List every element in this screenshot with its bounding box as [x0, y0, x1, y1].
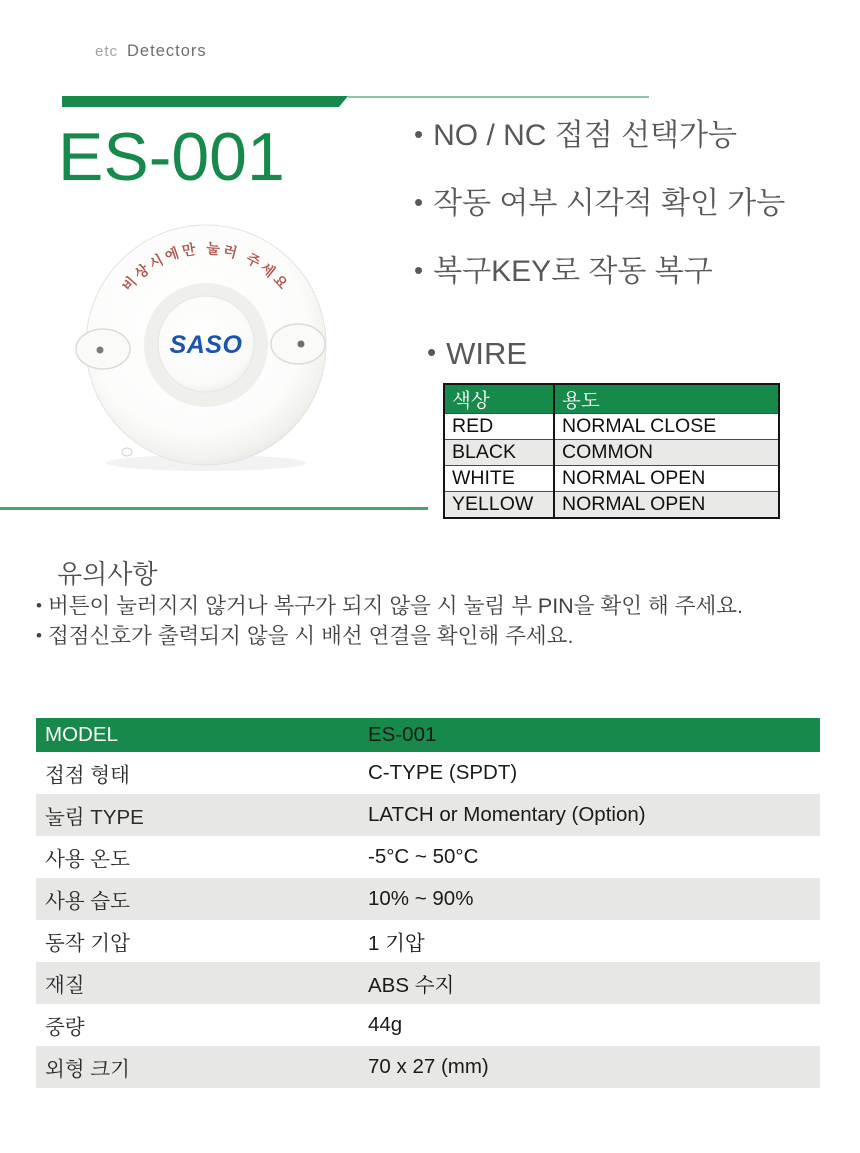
feature-item	[414, 116, 785, 154]
notice-item	[36, 591, 743, 621]
header-divider-line	[348, 96, 649, 98]
wire-cell-color: RED	[444, 414, 554, 440]
bullet-icon: •	[414, 187, 424, 217]
notice-list	[36, 591, 743, 651]
spec-label: 중량	[45, 1016, 85, 1039]
wire-cell-color: BLACK	[444, 440, 554, 466]
notice-text: 버튼이 눌러지지 않거나 복구가 되지 않을 시 눌림 부 PIN을 확인 해 주세요.	[47, 594, 743, 618]
category-prefix: etc	[95, 43, 119, 60]
spec-label: 눌림 TYPE	[45, 806, 144, 829]
bullet-icon: •	[414, 119, 424, 149]
spec-label: 접점 형태	[45, 764, 130, 787]
device-pilot-hole	[122, 448, 132, 456]
product-photo	[70, 222, 360, 507]
photo-underline	[0, 507, 428, 510]
spec-value: 10% ~ 90%	[368, 887, 474, 910]
spec-row	[36, 1046, 820, 1088]
wire-cell-purpose: NORMAL OPEN	[554, 492, 779, 518]
spec-value: 44g	[368, 1013, 403, 1036]
spec-table	[36, 718, 820, 1088]
spec-row	[36, 920, 820, 962]
spec-header-value: ES-001	[368, 723, 437, 746]
device-screw-left	[97, 347, 104, 354]
notice-heading: 유의사항	[57, 559, 158, 589]
spec-value: ABS 수지	[368, 974, 455, 997]
spec-label: 사용 습도	[45, 890, 130, 913]
wire-row	[444, 414, 779, 440]
spec-value: 1 기압	[368, 932, 425, 955]
feature-text: NO / NC 접점 선택가능	[433, 119, 737, 152]
spec-label: 외형 크기	[45, 1058, 130, 1081]
wire-cell-color: WHITE	[444, 466, 554, 492]
bullet-icon: •	[36, 596, 42, 615]
wire-section-heading	[427, 336, 527, 372]
wire-cell-purpose: NORMAL CLOSE	[554, 414, 779, 440]
spec-row	[36, 878, 820, 920]
spec-value: -5°C ~ 50°C	[368, 845, 479, 868]
wire-row	[444, 492, 779, 518]
spec-row	[36, 752, 820, 794]
device-curved-label: 비상시에만 눌러 주세요	[118, 240, 294, 295]
breadcrumb	[95, 42, 207, 61]
device-screw-right	[298, 341, 305, 348]
spec-value: C-TYPE (SPDT)	[368, 761, 518, 784]
spec-header-row	[36, 718, 820, 752]
bullet-icon: •	[414, 255, 424, 285]
wire-row	[444, 466, 779, 492]
bullet-icon: •	[36, 626, 42, 645]
notice-item	[36, 621, 743, 651]
brand-logo: SASO	[169, 331, 243, 359]
spec-label: 사용 온도	[45, 848, 130, 871]
wire-cell-purpose: NORMAL OPEN	[554, 466, 779, 492]
wire-col-header-purpose: 용도	[554, 384, 779, 414]
feature-text: 작동 여부 시각적 확인 가능	[433, 187, 786, 220]
feature-list	[414, 116, 785, 320]
spec-value: 70 x 27 (mm)	[368, 1055, 489, 1078]
device-illustration	[70, 222, 360, 507]
feature-text: 복구KEY로 작동 복구	[433, 255, 713, 288]
wire-row	[444, 440, 779, 466]
wire-col-header-color: 색상	[444, 384, 554, 414]
spec-label: 재질	[45, 974, 85, 997]
wire-heading-text: WIRE	[446, 336, 528, 371]
header-divider-bar	[62, 96, 348, 107]
wire-header-row	[444, 384, 779, 414]
spec-row	[36, 962, 820, 1004]
feature-item	[414, 184, 785, 222]
notice-text: 접점신호가 출력되지 않을 시 배선 연결을 확인해 주세요.	[47, 624, 574, 648]
page-title: ES-001	[58, 119, 285, 195]
spec-row	[36, 1004, 820, 1046]
bullet-icon: •	[427, 337, 437, 367]
wire-table	[443, 383, 780, 519]
spec-label: 동작 기압	[45, 932, 130, 955]
feature-item	[414, 252, 785, 290]
spec-row	[36, 836, 820, 878]
spec-row	[36, 794, 820, 836]
spec-value: LATCH or Momentary (Option)	[368, 803, 646, 826]
wire-cell-purpose: COMMON	[554, 440, 779, 466]
spec-header-label: MODEL	[45, 723, 118, 746]
category-name: Detectors	[127, 42, 207, 60]
wire-cell-color: YELLOW	[444, 492, 554, 518]
